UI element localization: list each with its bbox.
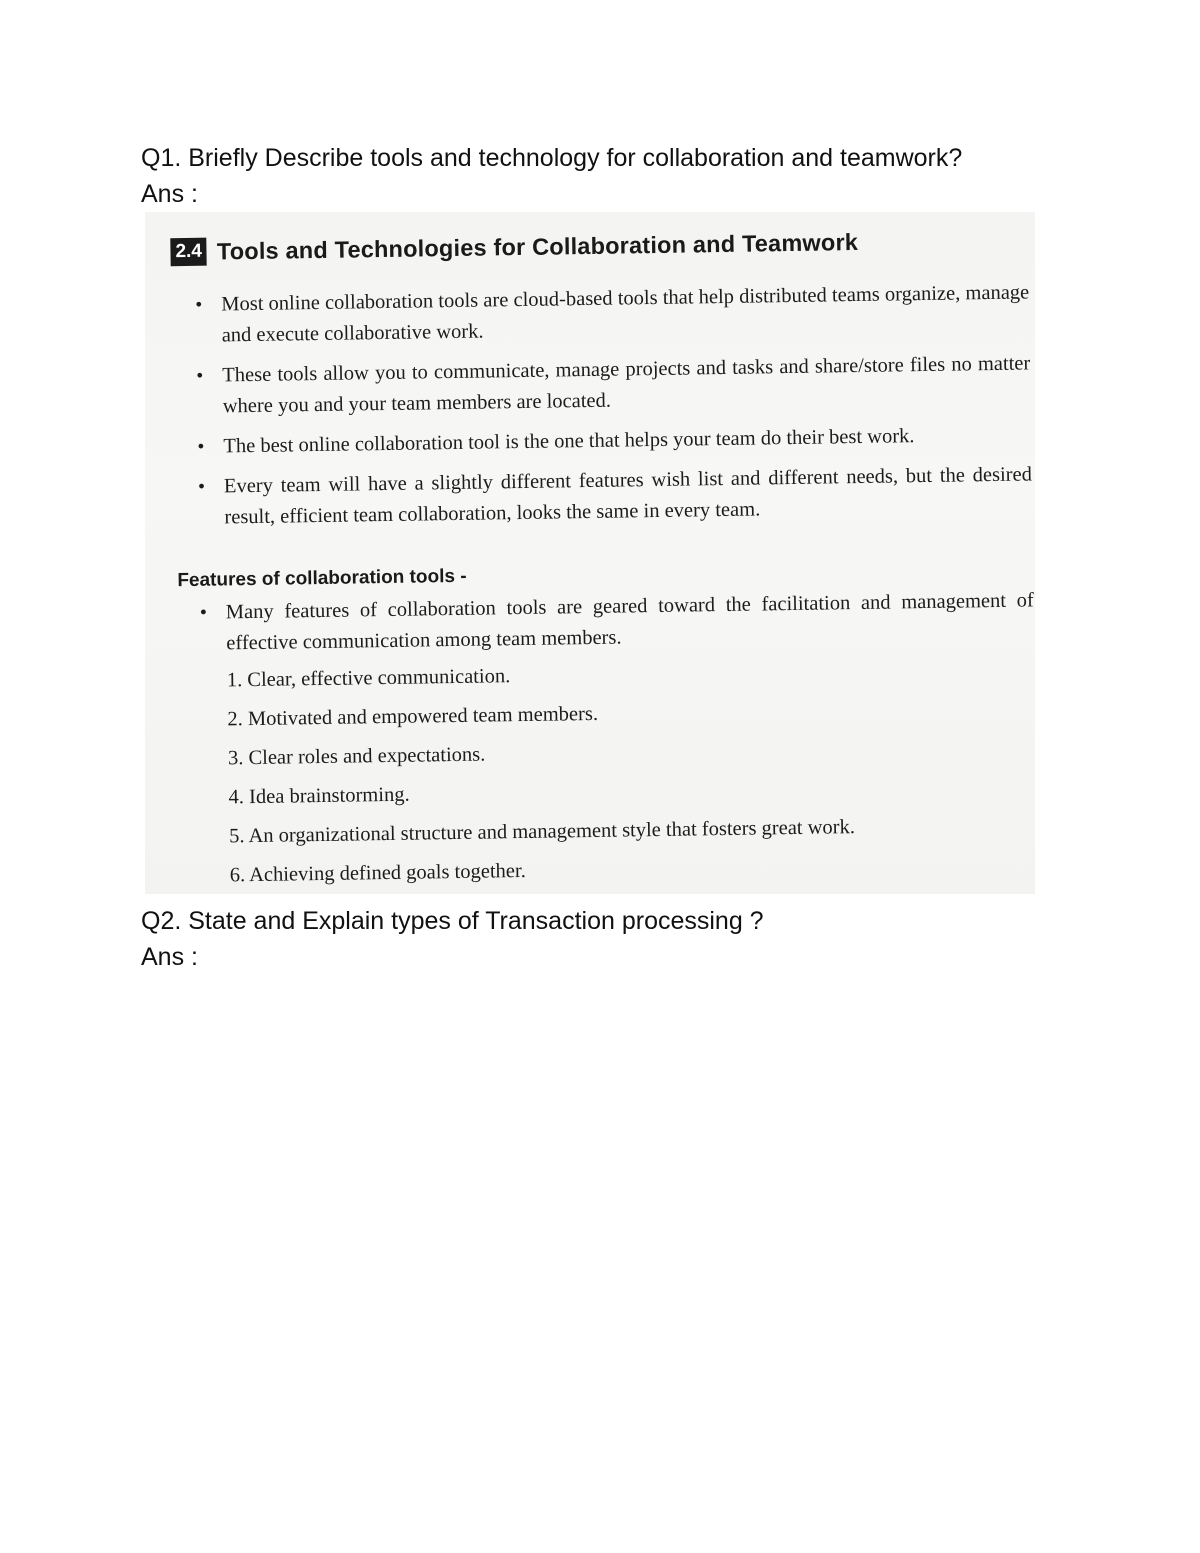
bullet-icon: • [197, 475, 206, 498]
list-item: 4. Idea brainstorming. [228, 783, 410, 809]
list-item: 6. Achieving defined goals together. [229, 859, 526, 887]
answer-2-label: Ans : [141, 943, 198, 971]
question-2: Q2. State and Explain types of Transaction processing ? [141, 907, 764, 935]
features-intro: • Many features of collaboration tools are geared toward the facilitation and management of effective communication among team members. [199, 589, 1034, 655]
bullet-list [193, 277, 1033, 542]
section-number-badge: 2.4 [170, 238, 207, 267]
section-title: Tools and Technologies for Collaboration and Teamwork [216, 228, 859, 265]
list-item: 1. Clear, effective communication. [226, 665, 511, 692]
features-block [198, 585, 1035, 894]
features-numbered-list [227, 649, 1035, 894]
list-item: • These tools allow you to communicate, manage projects and tasks and share/store files no matter where you and your team members are located. [196, 352, 1031, 418]
bullet-icon: • [196, 364, 204, 387]
question-1: Q1. Briefly Describe tools and technology for collaboration and teamwork? [141, 144, 963, 172]
list-item: • Most online collaboration tools are cloud-based tools that help distributed teams organize, manage and execute collaborative work. [195, 281, 1030, 347]
list-item: 2. Motivated and empowered team members. [227, 702, 599, 731]
features-heading: Features of collaboration tools - [177, 565, 467, 592]
list-item: 5. An organizational structure and management style that fosters great work. [229, 816, 856, 848]
scanned-textbook-excerpt [145, 212, 1035, 894]
section-heading [170, 228, 858, 266]
list-item: 3. Clear roles and expectations. [227, 743, 486, 770]
bullet-icon: • [197, 435, 205, 458]
answer-1-label: Ans : [141, 180, 198, 208]
bullet-icon: • [199, 601, 208, 624]
bullet-icon: • [195, 293, 203, 316]
list-item: • Every team will have a slightly different features wish list and different needs, but the desired result, efficient team collaboration, looks the same in every team. [197, 463, 1033, 529]
list-item: • The best online collaboration tool is the one that helps your team do their best work. [195, 419, 1031, 462]
